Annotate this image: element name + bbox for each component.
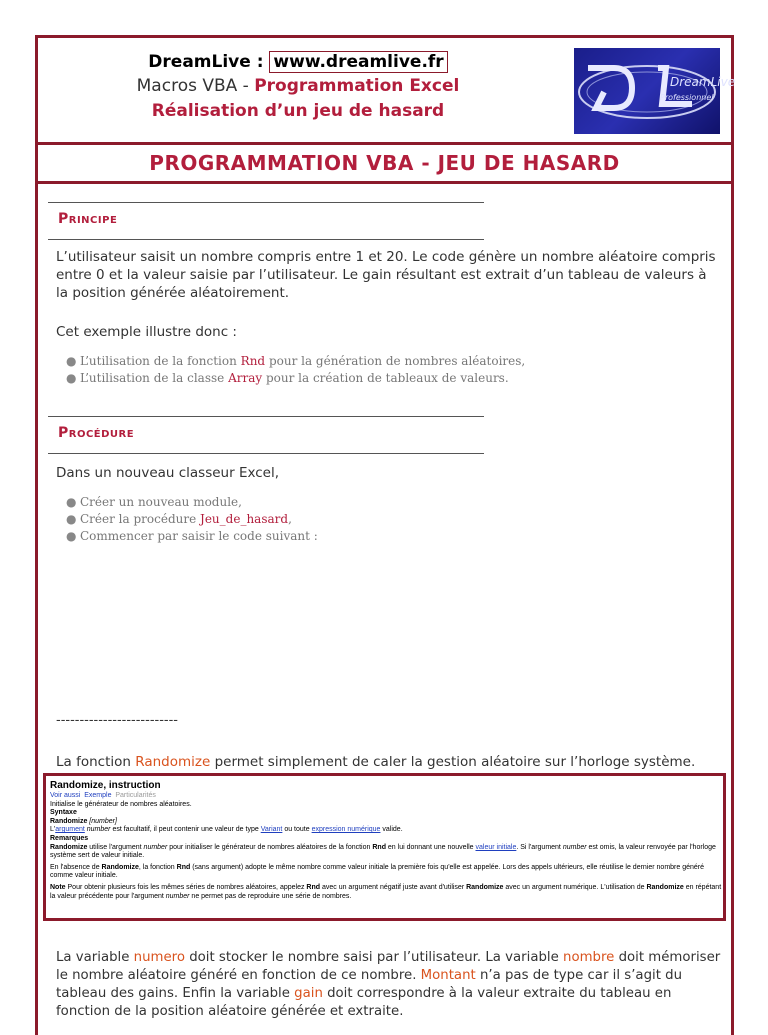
course-prefix: Macros VBA -: [136, 76, 255, 96]
text-fragment: . Si l'argument: [516, 843, 563, 851]
text-fragment: Rnd: [372, 843, 386, 851]
text-fragment: ne permet pas de reproduire une série de nombres.: [189, 892, 352, 900]
text-fragment: Randomize: [50, 843, 88, 851]
randomize-text: [56, 753, 721, 771]
text-fragment: ou toute: [282, 826, 312, 834]
code-term: Array: [228, 371, 263, 385]
text-fragment: Note: [50, 883, 66, 891]
subject-line: Réalisation d’un jeu de hasard: [151, 101, 445, 121]
heading-rule: [48, 239, 484, 240]
var-numero: numero: [133, 950, 185, 965]
text-fragment: n’a pas de type car il s’agit du tableau des gains. Enfin la variable: [56, 968, 683, 1001]
main-title: PROGRAMMATION VBA - JEU DE HASARD: [38, 145, 731, 184]
dreamlive-logo: [574, 48, 736, 134]
var-montant: Montant: [420, 968, 476, 983]
remark-1: [50, 844, 723, 861]
bullet-pre: Commencer par saisir le code suivant :: [80, 529, 318, 543]
see-also-link[interactable]: Voir aussi: [50, 792, 81, 799]
heading-rule: [48, 453, 484, 454]
header-text: [38, 50, 558, 124]
bullet-post: pour la création de tableaux de valeurs.: [262, 371, 509, 385]
text-fragment: Randomize: [466, 883, 504, 891]
text-fragment: Randomize: [101, 863, 139, 871]
brand-url-link[interactable]: www.dreamlive.fr: [269, 51, 447, 73]
list-item: [66, 528, 318, 545]
principe-text: L’utilisateur saisit un nombre compris entre 1 et 20. Le code génère un nombre aléatoire compris entre 0 et la valeur saisie par l’utilisateur. Le gain résultant est extrait d’un tableau de valeurs à la position générée aléatoirement.: [56, 249, 716, 301]
text-fragment: valide.: [380, 826, 403, 834]
course-accent: Programmation Excel: [254, 76, 460, 96]
example-link[interactable]: Exemple: [84, 792, 112, 799]
variables-text: [56, 949, 721, 1021]
bullet-icon: ●: [66, 354, 77, 368]
brand-name: DreamLive :: [148, 52, 264, 72]
brand-line: [38, 50, 558, 74]
text-fragment: en répétant la valeur précédente pour l'argument: [50, 883, 722, 900]
bullet-icon: ●: [66, 495, 77, 509]
text-fragment: utilise l'argument: [87, 843, 144, 851]
text-fragment: number: [143, 843, 168, 851]
text-fragment: L': [50, 826, 56, 834]
text-fragment: (sans argument) adopte le même nombre comme valeur initiale la première fois qu'elle est appelée. Lors des appels ultérieurs, elle réutilise le dernier nombre généré comme valeur initiale.: [50, 863, 705, 880]
text-fragment: La variable: [56, 950, 134, 965]
procedure-bullet-list: [66, 494, 318, 545]
bullet-pre: Créer la procédure: [80, 512, 201, 526]
text-fragment: number: [165, 892, 190, 900]
specifics-link[interactable]: Particularités: [115, 792, 156, 799]
principe-bullet-list: [66, 353, 525, 387]
randomize-term: Randomize: [135, 754, 211, 770]
procedure-intro: Dans un nouveau classeur Excel,: [56, 465, 280, 481]
bullet-icon: ●: [66, 371, 77, 385]
note: [50, 884, 723, 901]
syntax-arg: [number]: [89, 817, 117, 825]
text-fragment: est facultatif, il peut contenir une valeur de type: [110, 826, 261, 834]
text-fragment: number: [562, 843, 587, 851]
text-fragment: pour initialiser le générateur de nombres aléatoires de la fonction: [167, 843, 373, 851]
bullet-post: pour la génération de nombres aléatoires,: [265, 354, 526, 368]
list-item: [66, 353, 525, 370]
text-fragment: doit stocker le nombre saisi par l’utilisateur. La variable: [184, 950, 564, 965]
text-fragment: doit correspondre à la valeur extraite du tableau en fonction de la position aléatoire générée et extraite.: [56, 986, 672, 1019]
help-links: [50, 792, 723, 801]
heading-rule: [48, 202, 484, 203]
variant-link[interactable]: Variant: [260, 826, 283, 834]
bullet-pre: L’utilisation de la classe: [80, 371, 229, 385]
text-fragment: Randomize: [646, 883, 684, 891]
bullet-icon: ●: [66, 529, 77, 543]
syntax-line: [50, 818, 723, 827]
section-label: Principe: [58, 211, 118, 227]
principe-intro: Cet exemple illustre donc :: [56, 324, 237, 340]
bullet-icon: ●: [66, 512, 77, 526]
logo-text-main: DreamLive: [670, 75, 736, 89]
remarks-label: Remarques: [50, 834, 89, 842]
text-fragment: en lui donnant une nouvelle: [385, 843, 476, 851]
section-label: Procédure: [58, 425, 135, 441]
section-principe-heading: [48, 202, 484, 240]
remark-2: [50, 864, 723, 881]
text-fragment: Rnd: [176, 863, 191, 871]
text-pre: La fonction: [56, 754, 136, 770]
argument-link[interactable]: argument: [55, 826, 85, 834]
heading-rule: [48, 416, 484, 417]
argument-line: [50, 826, 723, 835]
initial-value-link[interactable]: valeur initiale: [475, 843, 517, 851]
list-item: [66, 494, 318, 511]
logo-text-sub: Professionnel: [660, 93, 714, 102]
separator-dashes: --------------------------: [56, 713, 178, 728]
course-line: [38, 74, 558, 98]
text-fragment: avec un argument négatif juste avant d'utiliser: [320, 883, 467, 891]
list-item: [66, 511, 318, 528]
text-fragment: number: [86, 826, 111, 834]
text-fragment: Pour obtenir plusieurs fois les mêmes séries de nombres aléatoires, appelez: [65, 883, 307, 891]
text-fragment: , la fonction: [138, 863, 177, 871]
text-fragment: est omis, la valeur renvoyée par l'horloge système sert de valeur initiale.: [50, 843, 716, 860]
list-item: [66, 370, 525, 387]
syntax-cmd: Randomize: [50, 817, 88, 825]
text-fragment: En l'absence de: [50, 863, 102, 871]
section-procedure-heading: [48, 416, 484, 454]
code-term: Rnd: [240, 354, 266, 368]
text-fragment: Rnd: [306, 883, 321, 891]
bullet-pre: Créer un nouveau module,: [80, 495, 242, 509]
page-frame: [35, 35, 734, 1035]
document-header: [38, 38, 736, 145]
text-fragment: doit mémoriser le nombre aléatoire généré en fonction de ce nombre.: [56, 950, 721, 983]
help-title: Randomize, instruction: [50, 780, 161, 791]
help-description: Initialise le générateur de nombres aléatoires.: [50, 800, 192, 808]
bullet-post: ,: [288, 512, 292, 526]
syntax-label: Syntaxe: [50, 809, 77, 817]
var-nombre: nombre: [563, 950, 615, 965]
code-term: Jeu_de_hasard: [200, 512, 289, 526]
text-fragment: avec un argument numérique. L'utilisation de: [503, 883, 647, 891]
text-post: permet simplement de caler la gestion aléatoire sur l’horloge système.: [210, 754, 696, 770]
numeric-expression-link[interactable]: expression numérique: [311, 826, 381, 834]
bullet-pre: L’utilisation de la fonction: [80, 354, 241, 368]
var-gain: gain: [294, 986, 323, 1001]
randomize-help-box: [43, 773, 726, 921]
